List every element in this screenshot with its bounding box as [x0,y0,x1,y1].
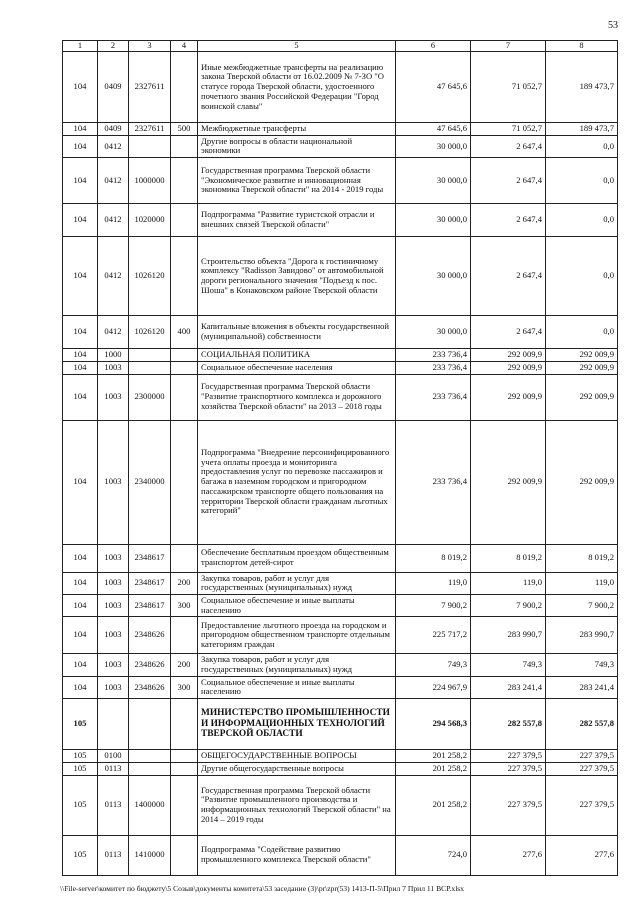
table-row [63,349,618,362]
cell-c7: 119,0 [471,572,546,594]
cell-c3: 1020000 [129,204,171,237]
cell-c5: Подпрограмма "Внедрение персонифицированного учета оплаты проезда и мониторинга предоставления услуг по перевозке пассажиров и багажа в наземном городском и пригородном пассажирском транспорте общего пользования на территории Тверской области гражданам льготных категорий" [198,420,396,544]
cell-c5: Строительство объекта "Дорога к гостиничному комплексу "Radisson Завидово" от автомобильной дороги регионального значения "Подъезд к пос. Шоша" в Конаковском районе Тверской области [198,237,396,316]
cell-c3: 1000000 [129,158,171,204]
cell-c4 [171,135,198,157]
cell-c2: 1000 [98,349,129,362]
cell-c5: Другие общегосударственные вопросы [198,762,396,775]
cell-c4 [171,349,198,362]
cell-c7: 283 241,4 [471,676,546,698]
cell-c1: 104 [63,654,98,676]
cell-c2: 1003 [98,361,129,374]
cell-c3: 2327611 [129,123,171,136]
cell-c1: 104 [63,374,98,420]
cell-c2: 1003 [98,617,129,654]
table-body [63,41,618,876]
cell-c4: 300 [171,676,198,698]
cell-c4 [171,52,198,123]
cell-c8: 0,0 [546,316,618,349]
cell-c7: 2 647,4 [471,316,546,349]
cell-c1: 104 [63,158,98,204]
cell-c2: 1003 [98,654,129,676]
cell-c3: 2327611 [129,52,171,123]
cell-c6: 30 000,0 [396,135,471,157]
cell-c7: 283 990,7 [471,617,546,654]
cell-c3: 2348617 [129,572,171,594]
page-number: 53 [608,20,618,31]
cell-c8: 292 009,9 [546,349,618,362]
cell-c8: 283 241,4 [546,676,618,698]
cell-c8: 282 557,8 [546,699,618,750]
cell-c7: 71 052,7 [471,123,546,136]
cell-c7: 749,3 [471,654,546,676]
cell-c7: 2 647,4 [471,204,546,237]
cell-c1: 105 [63,775,98,835]
cell-c4 [171,762,198,775]
cell-c3: 2340000 [129,420,171,544]
column-number: 6 [396,41,471,52]
cell-c5: Предоставление льготного проезда на городском и пригородном общественном транспорте отдельным категориям граждан [198,617,396,654]
cell-c4 [171,544,198,572]
cell-c6: 233 736,4 [396,361,471,374]
cell-c4: 500 [171,123,198,136]
table-row [63,123,618,136]
table-row [63,420,618,544]
cell-c7: 8 019,2 [471,544,546,572]
cell-c1: 104 [63,237,98,316]
cell-c1: 105 [63,835,98,875]
table-row [63,835,618,875]
cell-c6: 233 736,4 [396,374,471,420]
cell-c4 [171,237,198,316]
column-number-row [63,41,618,52]
cell-c1: 104 [63,572,98,594]
cell-c7: 277,6 [471,835,546,875]
cell-c7: 71 052,7 [471,52,546,123]
cell-c1: 105 [63,699,98,750]
cell-c4 [171,617,198,654]
cell-c8: 292 009,9 [546,420,618,544]
cell-c2: 0113 [98,762,129,775]
table-row [63,237,618,316]
cell-c5: Обеспечение бесплатным проездом общественным транспортом детей-сирот [198,544,396,572]
cell-c5: МИНИСТЕРСТВО ПРОМЫШЛЕННОСТИ И ИНФОРМАЦИОННЫХ ТЕХНОЛОГИЙ ТВЕРСКОЙ ОБЛАСТИ [198,699,396,750]
cell-c6: 224 967,9 [396,676,471,698]
cell-c7: 227 379,5 [471,775,546,835]
cell-c5: Подпрограмма "Содействие развитию промышленного комплекса Тверской области" [198,835,396,875]
cell-c6: 47 645,6 [396,52,471,123]
table-row [63,775,618,835]
column-number: 7 [471,41,546,52]
cell-c5: Иные межбюджетные трансферты на реализацию закона Тверской области от 16.02.2009 № 7-ЗО "О статусе города Тверской области, удостоенного почетного звания Российской Федерации "Город воинской славы" [198,52,396,123]
cell-c4: 300 [171,594,198,616]
cell-c2: 0412 [98,204,129,237]
column-number: 8 [546,41,618,52]
cell-c6: 201 258,2 [396,762,471,775]
cell-c5: Социальное обеспечение и иные выплаты населению [198,676,396,698]
cell-c7: 7 900,2 [471,594,546,616]
cell-c7: 292 009,9 [471,361,546,374]
cell-c8: 227 379,5 [546,750,618,763]
table-row [63,135,618,157]
cell-c6: 30 000,0 [396,204,471,237]
cell-c7: 292 009,9 [471,349,546,362]
cell-c4 [171,750,198,763]
cell-c3: 2348617 [129,594,171,616]
cell-c4 [171,835,198,875]
cell-c6: 233 736,4 [396,349,471,362]
cell-c5: Государственная программа Тверской области "Экономическое развитие и инновационная экономика Тверской области" на 2014 - 2019 годы [198,158,396,204]
cell-c1: 104 [63,349,98,362]
cell-c4 [171,775,198,835]
cell-c8: 0,0 [546,135,618,157]
cell-c1: 104 [63,361,98,374]
cell-c8: 749,3 [546,654,618,676]
cell-c5: Социальное обеспечение и иные выплаты населению [198,594,396,616]
cell-c7: 292 009,9 [471,374,546,420]
cell-c2: 0409 [98,52,129,123]
cell-c5: Государственная программа Тверской области "Развитие транспортного комплекса и дорожного хозяйства Тверской области" на 2013 – 2018 годы [198,374,396,420]
cell-c7: 227 379,5 [471,750,546,763]
cell-c7: 292 009,9 [471,420,546,544]
cell-c8: 119,0 [546,572,618,594]
cell-c2: 0412 [98,158,129,204]
cell-c8: 7 900,2 [546,594,618,616]
cell-c8: 189 473,7 [546,52,618,123]
cell-c1: 104 [63,135,98,157]
table-row [63,762,618,775]
cell-c6: 201 258,2 [396,750,471,763]
cell-c1: 104 [63,420,98,544]
cell-c6: 225 717,2 [396,617,471,654]
cell-c2: 1003 [98,374,129,420]
table-row [63,204,618,237]
cell-c8: 0,0 [546,204,618,237]
cell-c3 [129,135,171,157]
cell-c6: 724,0 [396,835,471,875]
cell-c1: 104 [63,204,98,237]
cell-c8: 0,0 [546,158,618,204]
column-number: 2 [98,41,129,52]
cell-c3 [129,349,171,362]
cell-c6: 233 736,4 [396,420,471,544]
cell-c8: 277,6 [546,835,618,875]
cell-c4: 400 [171,316,198,349]
column-number: 1 [63,41,98,52]
cell-c7: 227 379,5 [471,762,546,775]
table-row [63,750,618,763]
cell-c6: 7 900,2 [396,594,471,616]
cell-c2: 1003 [98,572,129,594]
cell-c3: 1410000 [129,835,171,875]
cell-c3 [129,699,171,750]
table-row [63,594,618,616]
cell-c3: 2348626 [129,617,171,654]
cell-c3 [129,762,171,775]
cell-c2: 1003 [98,420,129,544]
file-path-footer: \\File-server\комитет по бюджету\5 Созыв\документы комитета\53 заседание (3)\pr\zpr(53) 1413-П-5\Прил 7 Прил 11 ВСР.xlsx [60,884,465,893]
table-row [63,52,618,123]
cell-c1: 105 [63,750,98,763]
cell-c2: 1003 [98,676,129,698]
table-row [63,544,618,572]
table-row [63,361,618,374]
cell-c4 [171,361,198,374]
cell-c2: 0409 [98,123,129,136]
cell-c3: 2300000 [129,374,171,420]
cell-c5: Социальное обеспечение населения [198,361,396,374]
cell-c1: 104 [63,544,98,572]
cell-c6: 47 645,6 [396,123,471,136]
cell-c4: 200 [171,572,198,594]
cell-c3: 1026120 [129,316,171,349]
cell-c1: 104 [63,594,98,616]
cell-c8: 292 009,9 [546,361,618,374]
cell-c3 [129,750,171,763]
cell-c8: 0,0 [546,237,618,316]
column-number: 4 [171,41,198,52]
cell-c6: 8 019,2 [396,544,471,572]
cell-c8: 283 990,7 [546,617,618,654]
cell-c3 [129,361,171,374]
cell-c6: 749,3 [396,654,471,676]
column-number: 5 [198,41,396,52]
cell-c2: 1003 [98,544,129,572]
cell-c5: Другие вопросы в области национальной экономики [198,135,396,157]
cell-c5: СОЦИАЛЬНАЯ ПОЛИТИКА [198,349,396,362]
cell-c6: 30 000,0 [396,158,471,204]
cell-c2: 0412 [98,237,129,316]
cell-c3: 2348626 [129,654,171,676]
cell-c2: 0412 [98,135,129,157]
cell-c1: 104 [63,123,98,136]
table-row [63,699,618,750]
cell-c5: Закупка товаров, работ и услуг для государственных (муниципальных) нужд [198,572,396,594]
cell-c1: 104 [63,617,98,654]
table-row [63,374,618,420]
cell-c6: 30 000,0 [396,237,471,316]
cell-c2: 0412 [98,316,129,349]
cell-c4: 200 [171,654,198,676]
cell-c7: 2 647,4 [471,158,546,204]
cell-c7: 2 647,4 [471,237,546,316]
table-row [63,572,618,594]
cell-c6: 201 258,2 [396,775,471,835]
cell-c4 [171,158,198,204]
cell-c1: 104 [63,316,98,349]
cell-c6: 119,0 [396,572,471,594]
cell-c5: Капитальные вложения в объекты государственной (муниципальной) собственности [198,316,396,349]
cell-c2 [98,699,129,750]
cell-c7: 282 557,8 [471,699,546,750]
table-row [63,617,618,654]
table-row [63,676,618,698]
cell-c1: 105 [63,762,98,775]
table-row [63,158,618,204]
cell-c1: 104 [63,52,98,123]
cell-c8: 8 019,2 [546,544,618,572]
cell-c5: Межбюджетные трансферты [198,123,396,136]
cell-c1: 104 [63,676,98,698]
cell-c8: 292 009,9 [546,374,618,420]
cell-c4 [171,204,198,237]
cell-c8: 189 473,7 [546,123,618,136]
cell-c2: 0113 [98,775,129,835]
table-row [63,654,618,676]
budget-table [62,40,618,876]
cell-c5: Закупка товаров, работ и услуг для государственных (муниципальных) нужд [198,654,396,676]
cell-c4 [171,420,198,544]
cell-c6: 294 568,3 [396,699,471,750]
cell-c6: 30 000,0 [396,316,471,349]
cell-c8: 227 379,5 [546,762,618,775]
cell-c4 [171,374,198,420]
cell-c2: 0100 [98,750,129,763]
cell-c5: Подпрограмма "Развитие туристской отрасли и внешних связей Тверской области" [198,204,396,237]
cell-c3: 2348617 [129,544,171,572]
cell-c3: 2348626 [129,676,171,698]
cell-c3: 1400000 [129,775,171,835]
cell-c2: 1003 [98,594,129,616]
table-row [63,316,618,349]
cell-c2: 0113 [98,835,129,875]
column-number: 3 [129,41,171,52]
cell-c5: ОБЩЕГОСУДАРСТВЕННЫЕ ВОПРОСЫ [198,750,396,763]
cell-c5: Государственная программа Тверской области "Развитие промышленного производства и информационных технологий Тверской области" на 2014 – 2019 годы [198,775,396,835]
cell-c7: 2 647,4 [471,135,546,157]
cell-c8: 227 379,5 [546,775,618,835]
cell-c4 [171,699,198,750]
cell-c3: 1026120 [129,237,171,316]
